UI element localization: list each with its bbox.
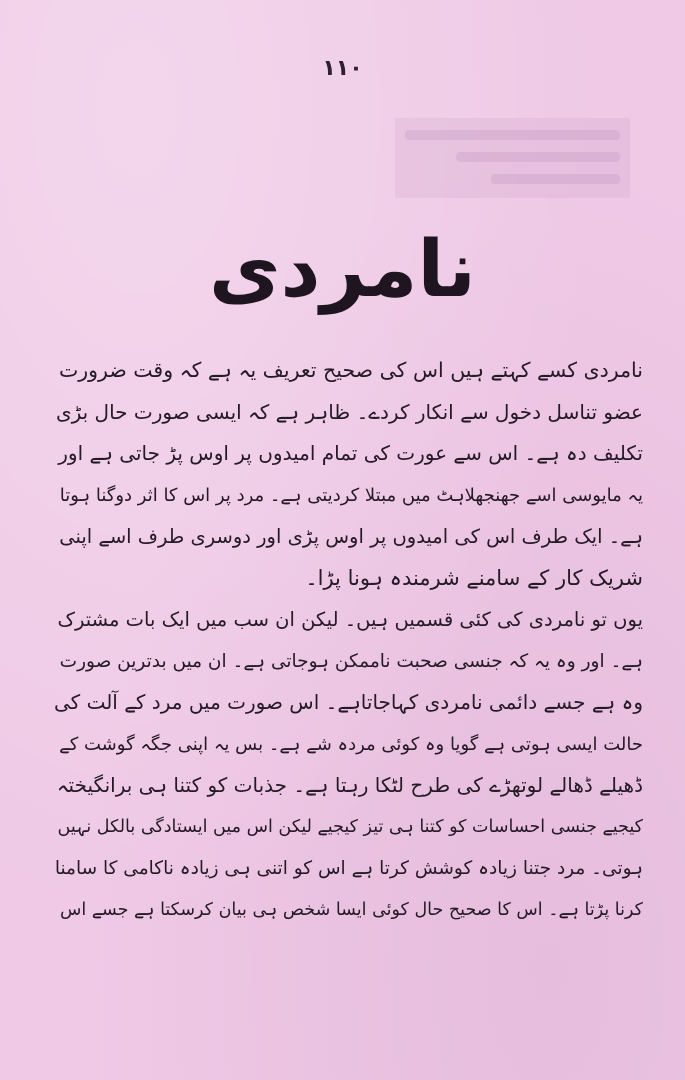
chapter-body	[48, 350, 643, 931]
text-line: کرنا پڑتا ہے۔ اس کا صحیح حال کوئی ایسا شخص ہی بیان کرسکتا ہے جسے اس	[59, 899, 643, 920]
paragraph-1	[48, 350, 643, 599]
text-line: حالت ایسی ہوتی ہے گویا وہ کوئی مردہ شے ہے۔ بس یہ اپنی جگہ گوشت کے	[59, 733, 643, 755]
text-line: ہے۔ ایک طرف اس کی امیدوں پر اوس پڑی اور دوسری طرف اسے اپنی	[59, 525, 643, 548]
text-line: عضو تناسل دخول سے انکار کردے۔ ظاہر ہے کہ ایسی صورت حال بڑی	[55, 399, 643, 424]
bleed-line	[456, 152, 621, 162]
text-line: شریک کار کے سامنے شرمندہ ہونا پڑا۔	[305, 565, 643, 590]
text-line: یہ مایوسی اسے جھنجھلاہٹ میں مبتلا کردیتی ہے۔ مرد پر اس کا اثر دوگنا ہوتا	[59, 484, 643, 506]
text-line: ڈھیلے ڈھالے لوتھڑے کی طرح لٹکا رہتا ہے۔ جذبات کو کتنا ہی برانگیختہ	[56, 773, 643, 797]
text-line: کیجیے جنسی احساسات کو کتنا ہی تیز کیجیے لیکن اس میں ایستادگی بالکل نہیں	[57, 816, 643, 837]
text-line: وہ ہے جسے دائمی نامردی کہاجاتاہے۔ اس صورت میں مرد کے آلت کی	[54, 690, 643, 714]
chapter-title: نامردی	[209, 225, 476, 315]
bleed-line	[405, 130, 620, 140]
page-number: ۱۱۰	[322, 56, 363, 81]
text-line: ہے۔ اور وہ یہ کہ جنسی صحبت ناممکن ہوجاتی ہے۔ ان میں بدترین صورت	[59, 650, 643, 672]
text-line: یوں تو نامردی کی کئی قسمیں ہیں۔ لیکن ان سب میں ایک بات مشترک	[57, 608, 643, 631]
bleed-line	[491, 174, 620, 184]
text-line: تکلیف دہ ہے۔ اس سے عورت کی تمام امیدوں پر اوس پڑ جاتی ہے اور	[58, 441, 643, 465]
text-line: ہوتی۔ مرد جتنا زیادہ کوشش کرتا ہے اس کو اتنی ہی زیادہ ناکامی کا سامنا	[54, 858, 643, 879]
text-line: نامردی کسے کہتے ہیں اس کی صحیح تعریف یہ ہے کہ وقت ضرورت	[58, 358, 643, 382]
bleed-through-marks	[395, 118, 630, 198]
paragraph-2	[48, 599, 643, 931]
